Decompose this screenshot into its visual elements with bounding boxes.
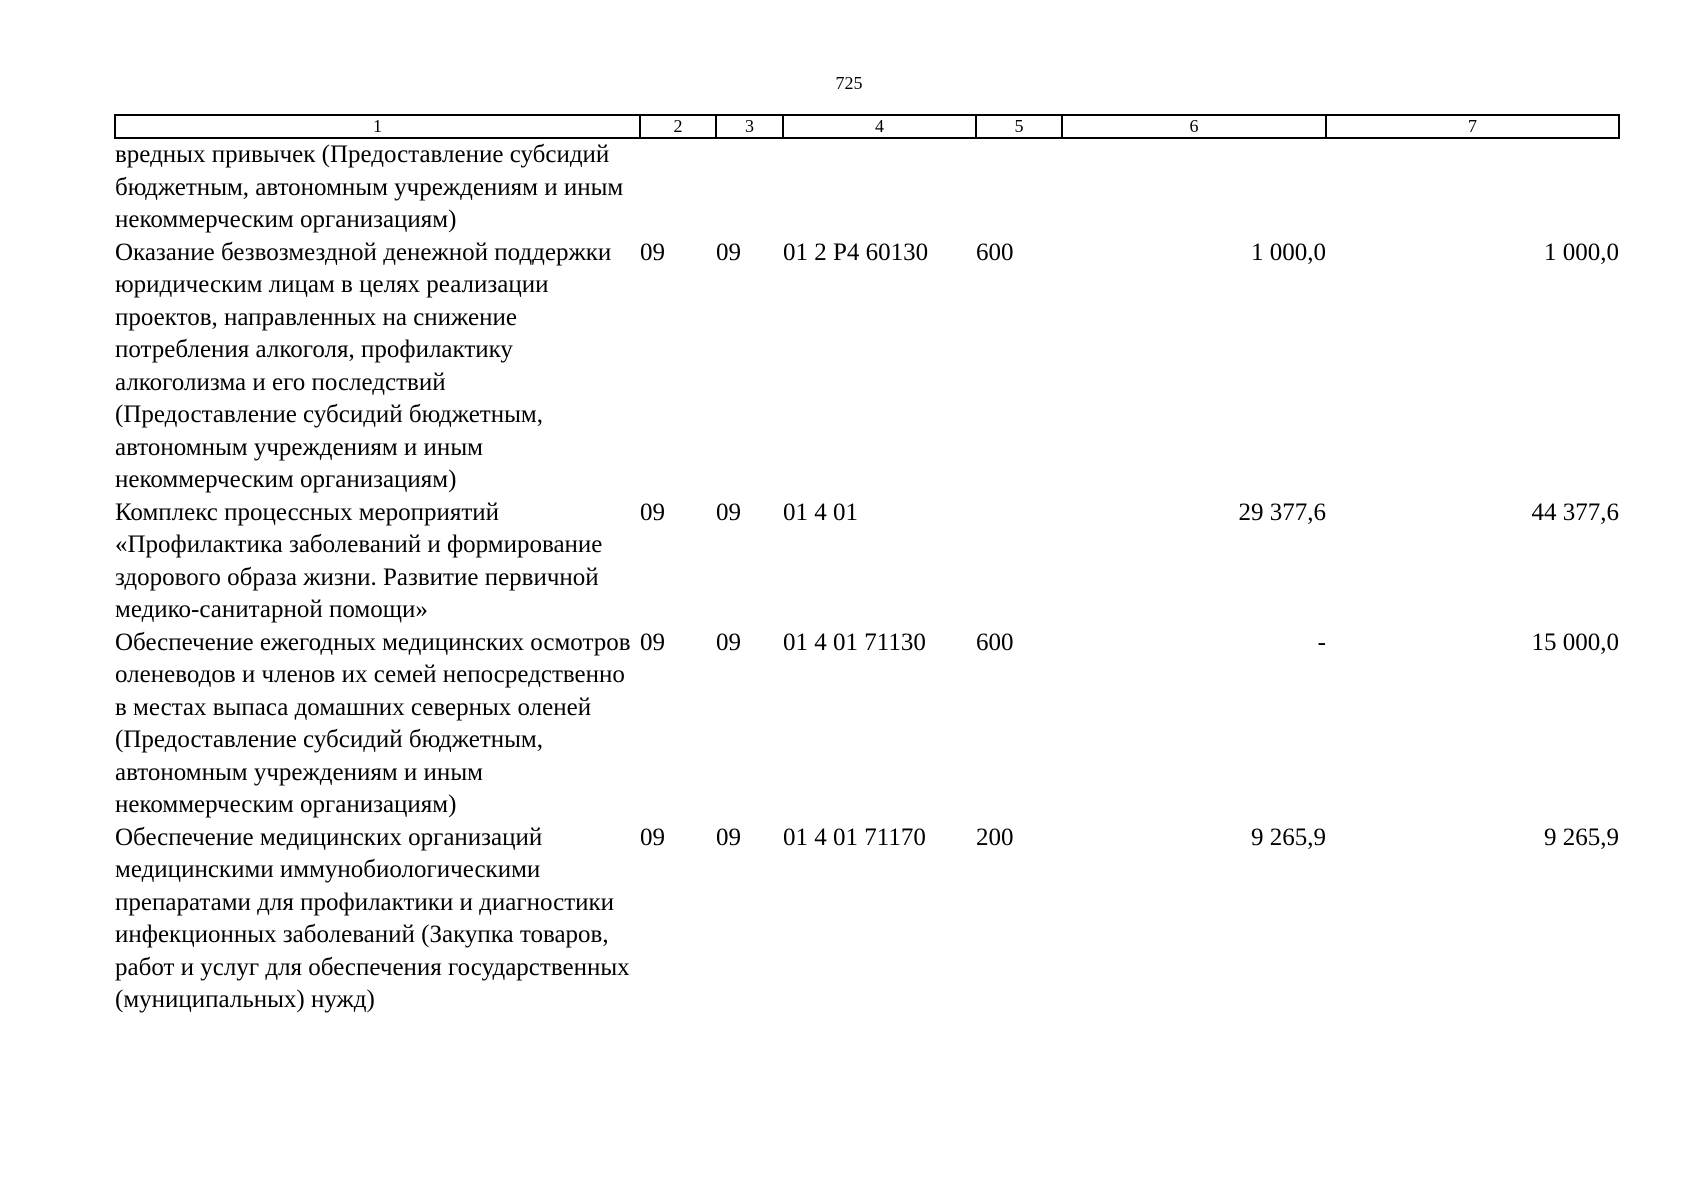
row-name: Обеспечение ежегодных медицинских осмотров оленеводов и членов их семей непосредственно в местах выпаса домашних северных оленей (Предоставление субсидий бюджетным, автономным учреждениям и иным некоммерческим организациям) xyxy=(115,628,631,818)
table-row xyxy=(115,237,1619,497)
row-subsection: 09 xyxy=(716,628,741,656)
column-header-4: 4 xyxy=(783,115,976,138)
row-target-article: 01 4 01 71170 xyxy=(783,823,926,851)
row-target-article: 01 4 01 xyxy=(783,498,858,526)
row-amount-1: - xyxy=(1317,628,1326,656)
row-amount-2 xyxy=(1326,138,1619,237)
row-amount-2: 15 000,0 xyxy=(1531,628,1619,656)
header-row xyxy=(115,115,1619,138)
row-subsection: 09 xyxy=(716,498,741,526)
row-expense-type xyxy=(976,497,1062,627)
row-amount-2: 1 000,0 xyxy=(1544,238,1619,266)
row-amount-1: 9 265,9 xyxy=(1251,823,1326,851)
table-row xyxy=(115,822,1619,1017)
row-section: 09 xyxy=(640,628,665,656)
column-header-6: 6 xyxy=(1062,115,1326,138)
row-subsection: 09 xyxy=(716,823,741,851)
row-section xyxy=(640,138,716,237)
table-row xyxy=(115,497,1619,627)
row-section: 09 xyxy=(640,238,665,266)
page-number: 725 xyxy=(835,73,863,93)
row-target-article xyxy=(783,138,976,237)
column-header-5: 5 xyxy=(976,115,1062,138)
row-amount-1: 29 377,6 xyxy=(1238,498,1326,526)
column-header-3: 3 xyxy=(716,115,783,138)
row-expense-type: 600 xyxy=(976,238,1014,266)
row-name: Обеспечение медицинских организаций медицинскими иммунобиологическими препаратами для профилактики и диагностики инфекционных заболеваний (Закупка товаров, работ и услуг для обеспечения государственных (муниципальных) нужд) xyxy=(115,823,630,1013)
row-amount-2: 9 265,9 xyxy=(1544,823,1619,851)
column-header-2: 2 xyxy=(640,115,716,138)
table-body xyxy=(115,138,1619,1017)
column-header-7: 7 xyxy=(1326,115,1619,138)
row-expense-type: 200 xyxy=(976,823,1014,851)
row-amount-2: 44 377,6 xyxy=(1531,498,1619,526)
row-subsection: 09 xyxy=(716,238,741,266)
budget-table xyxy=(114,114,1620,1017)
row-subsection xyxy=(716,138,783,237)
table-row xyxy=(115,627,1619,822)
row-expense-type xyxy=(976,138,1062,237)
table-row xyxy=(115,138,1619,237)
row-target-article: 01 4 01 71130 xyxy=(783,628,926,656)
row-name: Комплекс процессных мероприятий «Профилактика заболеваний и формирование здорового образа жизни. Развитие первичной медико-санитарной помощи» xyxy=(115,498,603,623)
column-header-1: 1 xyxy=(115,115,640,138)
row-section: 09 xyxy=(640,498,665,526)
row-name: вредных привычек (Предоставление субсидий бюджетным, автономным учреждениям и иным некоммерческим организациям) xyxy=(115,141,624,233)
row-name: Оказание безвозмездной денежной поддержки юридическим лицам в целях реализации проектов, направленных на снижение потребления алкоголя, профилактику алкоголизма и его последствий (Предоставление субсидий бюджетным, автономным учреждениям и иным некоммерческим организациям) xyxy=(115,238,612,493)
row-amount-1 xyxy=(1062,138,1326,237)
row-expense-type: 600 xyxy=(976,628,1014,656)
row-amount-1: 1 000,0 xyxy=(1251,238,1326,266)
table-header xyxy=(115,115,1619,138)
row-target-article: 01 2 Р4 60130 xyxy=(783,238,929,266)
row-section: 09 xyxy=(640,823,665,851)
